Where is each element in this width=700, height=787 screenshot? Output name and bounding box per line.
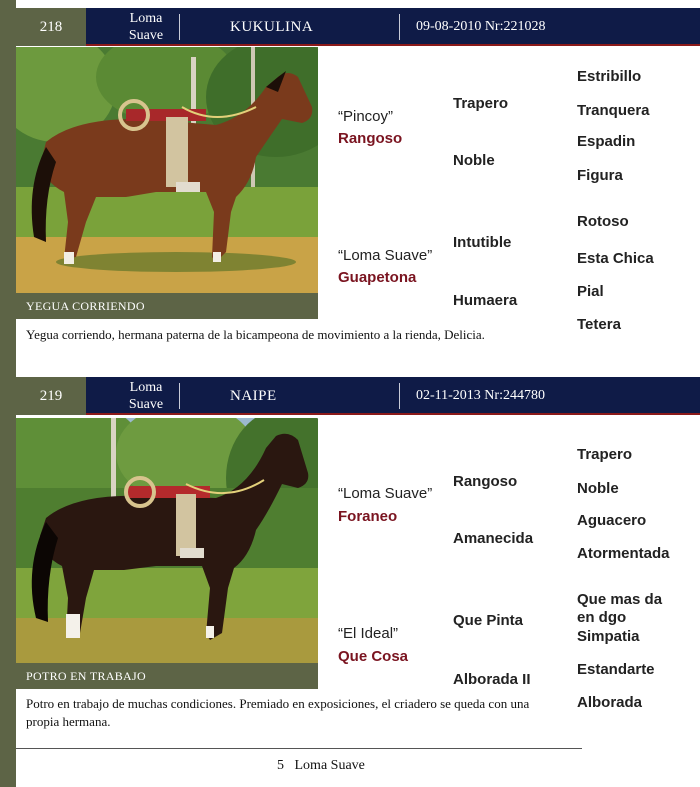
lot-entry-219 <box>0 375 700 747</box>
sire-name: Foraneo <box>338 508 398 525</box>
great-grandparent: Pial <box>577 283 604 300</box>
breeder-line-1: Loma <box>129 380 163 395</box>
lot-number: 218 <box>16 8 86 46</box>
sire-name: Rangoso <box>338 130 403 147</box>
birth-date-registry: 02-11-2013 Nr:244780 <box>416 388 545 403</box>
description-line-2: propia hermana. <box>26 714 111 729</box>
header-divider <box>179 383 180 409</box>
breeder-line-2: Suave <box>128 397 164 412</box>
bay-mare-photo-illustration <box>16 47 318 293</box>
header-divider <box>179 14 180 40</box>
footer-rule <box>16 748 582 749</box>
breeder-name <box>116 8 176 46</box>
paternal-grandsire: Rangoso <box>453 473 518 490</box>
breeder-line-2: Suave <box>128 28 164 43</box>
great-grandparent: Trapero <box>577 446 633 463</box>
footer-label: Loma Suave <box>294 758 365 773</box>
great-grandparent: Tranquera <box>577 102 650 119</box>
maternal-grandsire: Que Pinta <box>453 612 524 629</box>
great-grandparent: Alborada <box>577 694 643 711</box>
great-grandparent: Simpatia <box>577 628 640 645</box>
header-divider <box>399 383 400 409</box>
great-grandparent: Rotoso <box>577 213 629 230</box>
lot-description <box>26 695 529 731</box>
paternal-granddam: Amanecida <box>453 530 534 547</box>
dam-nickname: “Loma Suave” <box>338 247 433 264</box>
great-grandparent: Espadin <box>577 133 636 150</box>
great-grandparent: Figura <box>577 167 623 184</box>
breeder-line-1: Loma <box>129 11 163 26</box>
great-grandparent: Tetera <box>577 316 621 333</box>
breeder-name <box>116 377 176 415</box>
great-grandparent: en dgo <box>577 609 627 626</box>
great-grandparent: Noble <box>577 480 619 497</box>
photo-caption: YEGUA CORRIENDO <box>16 293 318 319</box>
lot-header <box>0 377 700 415</box>
maternal-granddam: Humaera <box>453 292 518 309</box>
dam-name: Guapetona <box>338 269 417 286</box>
horse-name: KUKULINA <box>230 19 314 35</box>
paternal-granddam: Noble <box>453 152 495 169</box>
sire-nickname: “Pincoy” <box>338 108 394 125</box>
paternal-grandsire: Trapero <box>453 95 509 112</box>
great-grandparent: Que mas da <box>577 591 663 608</box>
great-grandparent: Estribillo <box>577 68 642 85</box>
dark-bay-stallion-photo-illustration <box>16 418 318 664</box>
maternal-grandsire: Intutible <box>453 234 512 251</box>
description-line-1: Potro en trabajo de muchas condiciones. Premiado en exposiciones, el criadero se queda con una <box>26 696 530 711</box>
birth-date-registry: 09-08-2010 Nr:221028 <box>416 19 546 34</box>
lot-description: Yegua corriendo, hermana paterna de la bicampeona de movimiento a la rienda, Delicia. <box>26 327 485 342</box>
lot-entry-218 <box>0 0 700 375</box>
sire-nickname: “Loma Suave” <box>338 485 433 502</box>
horse-name: NAIPE <box>230 388 277 404</box>
photo-caption: POTRO EN TRABAJO <box>16 663 318 689</box>
dam-name: Que Cosa <box>338 648 409 665</box>
header-bar <box>86 377 700 415</box>
horse-photo <box>16 47 318 293</box>
page-number: 5 <box>277 758 284 773</box>
maternal-granddam: Alborada II <box>453 671 531 688</box>
great-grandparent: Aguacero <box>577 512 647 529</box>
header-divider <box>399 14 400 40</box>
header-bar <box>86 8 700 46</box>
lot-header <box>0 8 700 46</box>
page-footer <box>277 758 365 774</box>
horse-photo <box>16 418 318 664</box>
lot-number: 219 <box>16 377 86 415</box>
great-grandparent: Atormentada <box>577 545 670 562</box>
great-grandparent: Estandarte <box>577 661 655 678</box>
dam-nickname: “El Ideal” <box>338 625 399 642</box>
great-grandparent: Esta Chica <box>577 250 654 267</box>
